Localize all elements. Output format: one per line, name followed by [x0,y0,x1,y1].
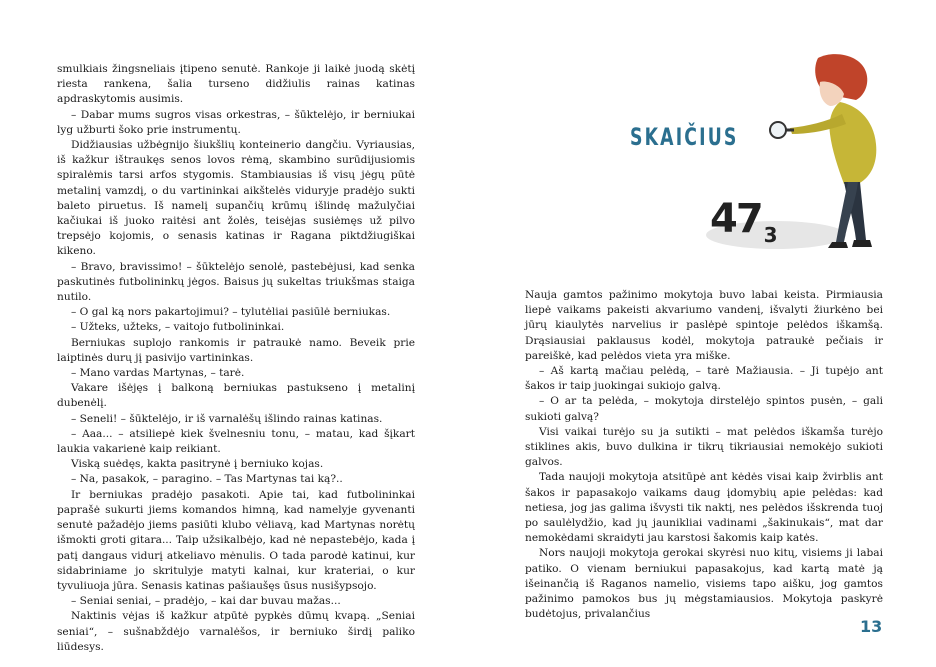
paragraph: smulkiais žingsneliais įtipeno senutė. Rankoje ji laikė juodą skėtį riesta rankena, šalia turseno didžiulis rainas katinas apdraskytomis ausimis. [57,63,415,106]
paragraph: Ir berniukas pradėjo pasakoti. Apie tai, kad futbolininkai paprašė sukurti jiems komandos himną, kad namelyje gyvenanti senutė pažadėjo jiems pasiūti klubo vėliavą, kad Martynas norėtų išmokti groti gitara... Taip užsikalbėjo, kad nė nepastebėjo, kada į patį dangaus vidurį atkeliavo mėnulis. O tada parodė katinui, kur sidabriniame jo skritulyje matyti kalnai, kur krateriai, o kur tyvuliuoja jūra. Senasis katinas pašiaušęs ūsus nusišypsojo. [57,488,415,592]
paragraph: – Seniai seniai, – pradėjo, – kai dar buvau mažas... [71,595,341,608]
paragraph: Naktinis vėjas iš kažkur atpūtė pypkės dūmų kvapą. „Seniai seniai“, – sušnabždėjo varnalėšos, ir berniuko širdį paliko liūdesys. [57,610,415,653]
left-page-text [57,62,415,655]
paragraph: – Na, pasakok, – paragino. – Tas Martynas tai ką?.. [71,473,343,486]
paragraph: Nors naujoji mokytoja gerokai skyrėsi nuo kitų, visiems ji labai patiko. O vienam berniukui papasakojus, kad kartą matė ją išeinančią iš Raganos namelio, visiems tapo aišku, jog gamtos pažinimo pamokos bus jų mėgstamiausios. Mokytoja paskyrė budėtojus, privalančius [525,547,883,621]
chapter-title: SKAIČIUS [630,123,739,151]
paragraph: – O ar ta pelėda, – mokytoja dirstelėjo spintos pusėn, – gali sukioti galvą? [525,395,883,423]
paragraph: Tada naujoji mokytoja atsitūpė ant kėdės visai kaip žvirblis ant šakos ir papasakojo vaikams daug įdomybių apie pelėdas: kad netiesa, jog jas galima išvysti tik naktį, nes pelėdos išskrenda tuoj po saulėlydžio, kad jų jaunikliai vadinami „šakinukais“, mat dar nemokėdami skraidyti jau karstosi šakomis kaip katės. [525,471,883,545]
right-page-text [525,288,883,622]
paragraph: – Seneli! – šūktelėjo, ir iš varnalėšų išlindo rainas katinas. [71,412,383,425]
paragraph: Vakare išėjęs į balkoną berniukas pastukseno į metalinį dubenėlį. [57,382,415,410]
paragraph: – O gal ką nors pakartojimui? – tylutėliai pasiūlė berniukas. [71,306,391,319]
paragraph: – Aš kartą mačiau pelėdą, – tarė Mažiausia. – Ji tupėjo ant šakos ir taip juokingai sukiojo galvą. [525,365,883,393]
paragraph: – Dabar mums sugros visas orkestras, – šūktelėjo, ir berniukai lyg užburti šoko prie instrumentų. [57,108,415,136]
right-page [468,0,936,667]
illustration-number-subscript: 3 [763,223,776,247]
yellow-sweater [829,102,876,184]
paragraph: Viską suėdęs, kakta pasitrynė į berniuko kojas. [71,458,324,471]
shoe [852,240,872,247]
paragraph: – Užteks, užteks, – vaitojo futbolininkai. [71,321,285,334]
paragraph: Berniukas suplojo rankomis ir patraukė namo. Beveik prie laiptinės durų jį pasivijo vartininkas. [57,336,415,364]
paragraph: – Aaa... – atsiliepė kiek švelnesniu tonu, – matau, kad šįkart laukia vakarienė kaip reikiant. [57,427,415,456]
page-number: 13 [860,617,883,636]
paragraph: Didžiausias užbėgnijo šiukšlių konteinerio dangčiu. Vyriausias, iš kažkur ištraukęs senos lovos rėmą, skambino surūdijusiomis spiralėmis tarsi arfos stygomis. Stambiausias iš visų jėgų pūtė metalinį vamzdį, o du vartininkai aikštelės viduryje pradėjo sukti baleto piruetus. Iš namelį supančių krūmų išlindę mažulyčiai kačiukai iš juoko raitėsi ant žolės, teisėjas susiėmęs už pilvo trepsėjo kojomis, o senasis katinas ir Ragana piktdžiugiškai kikeno. [57,139,415,258]
paragraph: – Mano vardas Martynas, – tarė. [71,367,245,380]
paragraph: Nauja gamtos pažinimo mokytoja buvo labai keista. Pirmiausia liepė vaikams pakeisti akvariumo vandenį, išvalyti žiurkėno bei jūrų kiaulytės narvelius ir paslėpė spintoje pelėdos iškamšą. Drąsiausiai paklausus kodėl, mokytoja patraukė pečiais ir pareiškė, kad pelėdos vieta yra miške. [525,289,883,362]
illustration-number-main: 47 [710,196,762,242]
magnifier-lens [770,122,786,138]
paragraph: – Bravo, bravissimo! – šūktelėjo senolė, pastebėjusi, kad senka paskutinės futbolininkų jėgos. Baisus jų sukeltas triukšmas staiga nutilo. [57,260,415,304]
paragraph: Visi vaikai turėjo su ja sutikti – mat pelėdos iškamša turėjo stiklines akis, buvo dulkina ir tikrų tikriausiai nemokėjo sukioti galvos. [525,425,883,469]
illustration-number [710,196,776,247]
